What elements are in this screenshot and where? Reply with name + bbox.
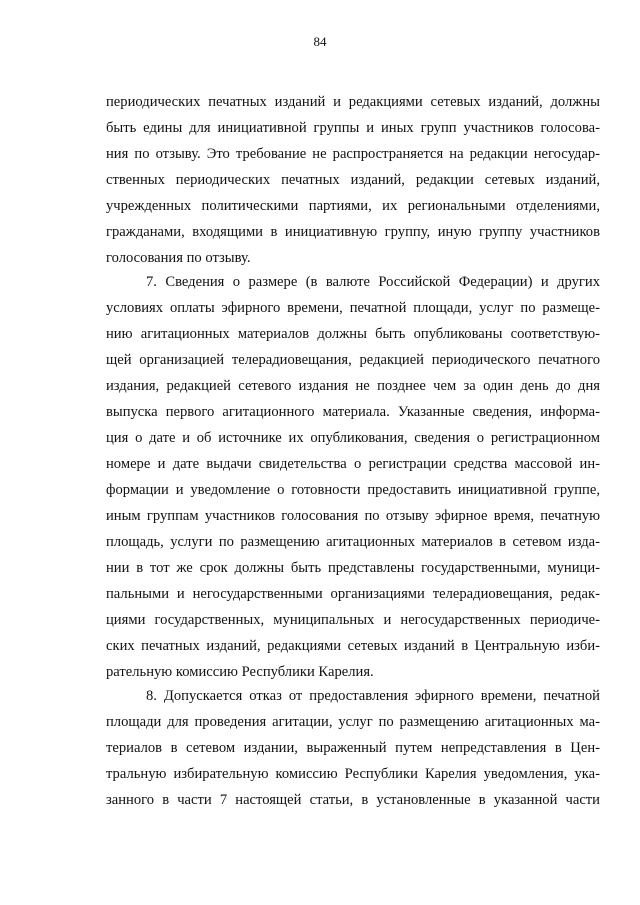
- text-line: формации и уведомление о готовности предоставить инициативной группе,: [106, 482, 600, 498]
- text-line: ственных периодических печатных изданий, редакции сетевых изданий,: [106, 172, 600, 188]
- text-line: тральную избирательную комиссию Республики Карелия уведомления, ука-: [106, 766, 600, 782]
- text-line: занного в части 7 настоящей статьи, в установленные в указанной части: [106, 792, 600, 808]
- text-line: ния по отзыву. Это требование не распространяется на редакции негосудар-: [106, 146, 600, 162]
- text-line: площадь, услуги по размещению агитационных материалов в сетевом изда-: [106, 534, 600, 550]
- paragraph-8-start: 8. Допускается отказ от предоставления эфирного времени, печатной: [146, 688, 600, 704]
- page-number: 84: [313, 34, 327, 49]
- text-line: нии в тот же срок должны быть представлены государственными, муници-: [106, 560, 600, 576]
- text-line: циями государственных, муниципальных и негосударственных периодиче-: [106, 612, 600, 628]
- text-line: нию агитационных материалов должны быть опубликованы соответствую-: [106, 326, 600, 342]
- text-line: териалов в сетевом издании, выраженный путем непредставления в Цен-: [106, 740, 600, 756]
- text-line: периодических печатных изданий и редакциями сетевых изданий, должны: [106, 94, 600, 110]
- text-line: иным группам участников голосования по отзыву эфирное время, печатную: [106, 508, 600, 524]
- text-line: пальными и негосударственными организациями телерадиовещания, редак-: [106, 586, 600, 602]
- text-line: выпуска первого агитационного материала. Указанные сведения, информа-: [106, 404, 600, 420]
- text-line: быть едины для инициативной группы и иных групп участников голосова-: [106, 120, 600, 136]
- text-line: учрежденных политическими партиями, их региональными отделениями,: [106, 198, 600, 214]
- text-line: гражданами, входящими в инициативную группу, иную группу участников: [106, 224, 600, 240]
- text-line: ских печатных изданий, редакциями сетевых изданий в Центральную изби-: [106, 638, 600, 654]
- text-line: площади для проведения агитации, услуг по размещению агитационных ма-: [106, 714, 600, 730]
- text-line: щей организацией телерадиовещания, редакцией периодического печатного: [106, 352, 600, 368]
- paragraph-7-start: 7. Сведения о размере (в валюте Российской Федерации) и других: [146, 274, 600, 290]
- text-line: издания, редакцией сетевого издания не позднее чем за один день до дня: [106, 378, 600, 394]
- text-line: голосования по отзыву.: [106, 250, 251, 266]
- text-line: рательную комиссию Республики Карелия.: [106, 664, 374, 680]
- text-line: условиях оплаты эфирного времени, печатной площади, услуг по размеще-: [106, 300, 600, 316]
- text-line: номере и дате выдачи свидетельства о регистрации средства массовой ин-: [106, 456, 600, 472]
- text-line: ция о дате и об источнике их опубликования, сведения о регистрационном: [106, 430, 600, 446]
